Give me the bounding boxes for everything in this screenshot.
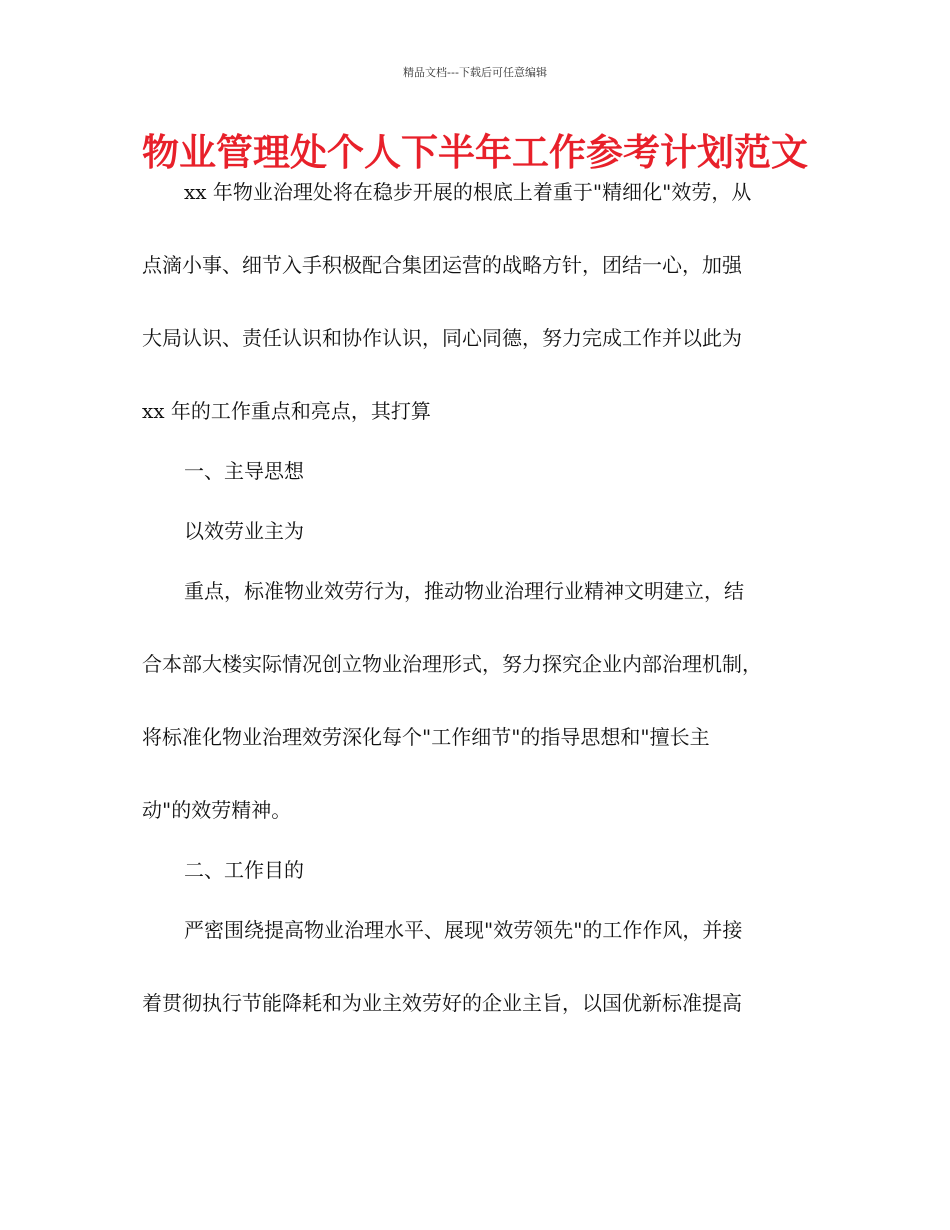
document-body	[142, 172, 822, 1023]
paragraph-line: xx 年的工作重点和亮点，其打算	[142, 399, 431, 423]
paragraph-line: xx 年物业治理处将在稳步开展的根底上着重于"精细化"效劳，从	[184, 180, 752, 204]
document-title: 物业管理处个人下半年工作参考计划范文	[142, 131, 808, 174]
paragraph-line: 动"的效劳精神。	[142, 798, 292, 822]
paragraph-line: 大局认识、责任认识和协作认识，同心同德，努力完成工作并以此为	[142, 326, 742, 350]
section-heading: 二、工作目的	[184, 858, 304, 882]
paragraph-line: 以效劳业主为	[184, 519, 304, 543]
paragraph-line: 将标准化物业治理效劳深化每个"工作细节"的指导思想和"擅长主	[142, 725, 710, 749]
paragraph-line: 合本部大楼实际情况创立物业治理形式，努力探究企业内部治理机制，	[142, 652, 762, 676]
section-heading: 一、主导思想	[184, 459, 304, 483]
paragraph-line: 着贯彻执行节能降耗和为业主效劳好的企业主旨，以国优新标准提高	[142, 991, 742, 1015]
paragraph-line: 重点，标准物业效劳行为，推动物业治理行业精神文明建立，结	[184, 579, 744, 603]
paragraph-line: 严密围绕提高物业治理水平、展现"效劳领先"的工作作风，并接	[184, 918, 743, 942]
page-header: 精品文档---下载后可任意编辑	[403, 66, 547, 79]
paragraph-line: 点滴小事、细节入手积极配合集团运营的战略方针，团结一心，加强	[142, 253, 742, 277]
